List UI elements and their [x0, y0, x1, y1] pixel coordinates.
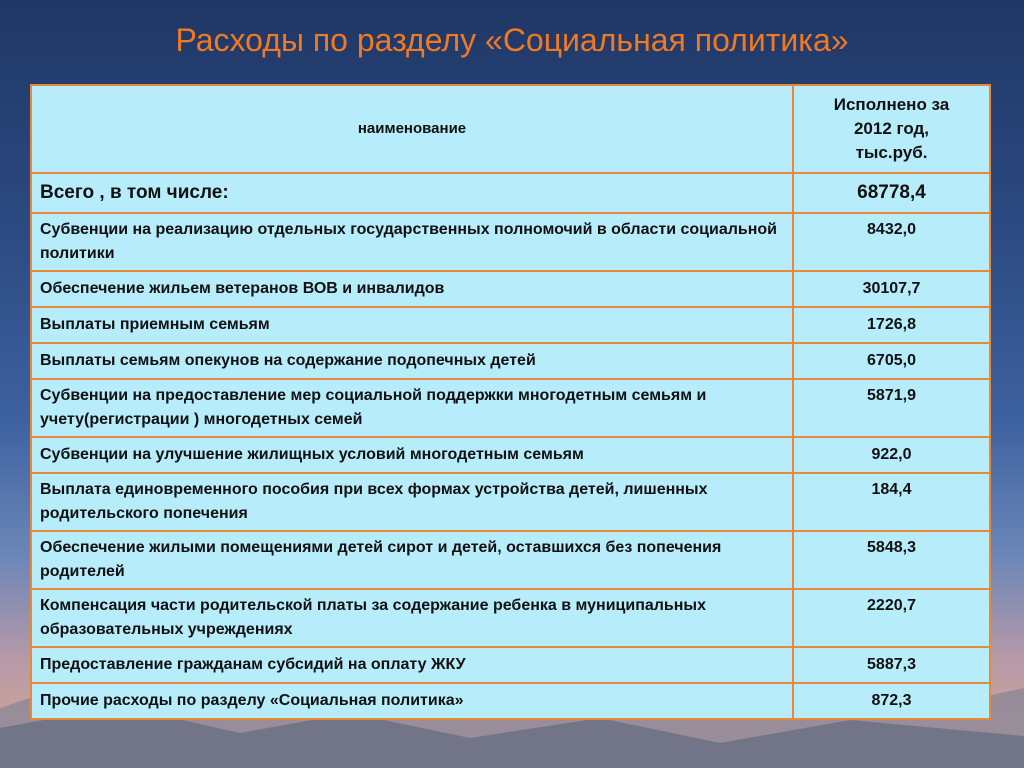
row-name-cell: Обеспечение жилыми помещениями детей сирот и детей, оставшихся без попечения родителей	[31, 531, 793, 589]
row-name-cell: Выплаты семьям опекунов на содержание подопечных детей	[31, 343, 793, 379]
row-value-cell: 922,0	[793, 437, 990, 473]
table-row	[31, 271, 990, 307]
total-value-cell: 68778,4	[793, 173, 990, 213]
row-value-cell: 5848,3	[793, 531, 990, 589]
row-name-cell: Субвенции на реализацию отдельных государственных полномочий в области социальной политики	[31, 213, 793, 271]
row-value-cell: 872,3	[793, 683, 990, 719]
table-row	[31, 683, 990, 719]
total-name-cell: Всего , в том числе:	[31, 173, 793, 213]
row-value-cell: 6705,0	[793, 343, 990, 379]
row-value-cell: 5871,9	[793, 379, 990, 437]
row-value-cell: 5887,3	[793, 647, 990, 683]
row-value-cell: 1726,8	[793, 307, 990, 343]
slide-title: Расходы по разделу «Социальная политика»	[175, 22, 849, 58]
row-name-cell: Прочие расходы по разделу «Социальная политика»	[31, 683, 793, 719]
table-row	[31, 343, 990, 379]
row-name-cell: Предоставление гражданам субсидий на оплату ЖКУ	[31, 647, 793, 683]
table-row	[31, 379, 990, 437]
table-row	[31, 473, 990, 531]
row-value-cell: 184,4	[793, 473, 990, 531]
table-row	[31, 437, 990, 473]
row-name-cell: Компенсация части родительской платы за содержание ребенка в муниципальных образовательных учреждениях	[31, 589, 793, 647]
row-name-cell: Субвенции на улучшение жилищных условий многодетным семьям	[31, 437, 793, 473]
row-name-cell: Выплата единовременного пособия при всех формах устройства детей, лишенных родительского попечения	[31, 473, 793, 531]
total-row	[31, 173, 990, 213]
header-value-cell	[793, 85, 990, 173]
row-name-cell: Обеспечение жильем ветеранов ВОВ и инвалидов	[31, 271, 793, 307]
table-row	[31, 213, 990, 271]
row-value-cell: 2220,7	[793, 589, 990, 647]
table-row	[31, 531, 990, 589]
row-name-cell: Субвенции на предоставление мер социальной поддержки многодетным семьям и учету(регистрации ) многодетных семей	[31, 379, 793, 437]
header-name-cell: наименование	[31, 85, 793, 173]
table-row	[31, 307, 990, 343]
table-header-row	[31, 85, 990, 173]
table-row	[31, 647, 990, 683]
table-row	[31, 589, 990, 647]
header-value-line-1: Исполнено за	[833, 95, 950, 114]
header-value-line-3: тыс.руб.	[855, 143, 928, 162]
expenses-table	[30, 84, 991, 720]
row-value-cell: 8432,0	[793, 213, 990, 271]
row-value-cell: 30107,7	[793, 271, 990, 307]
header-value-line-2: 2012 год,	[853, 119, 930, 138]
row-name-cell: Выплаты приемным семьям	[31, 307, 793, 343]
